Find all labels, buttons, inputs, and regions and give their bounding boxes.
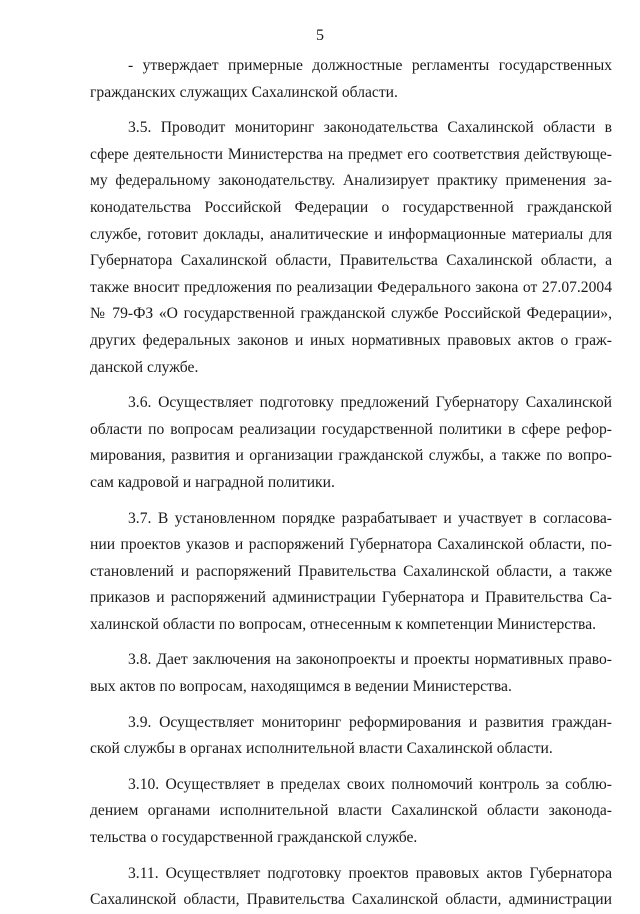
document-body [90,53,612,914]
text-line: - утверждает примерные должностные регламенты государственных [128,57,612,74]
paragraph-3-11 [90,861,612,914]
text-line: приказов и распоряжений администрации Губернатора и Правительства Са- [90,589,612,607]
text-line: 3.7. В установленном порядке разрабатывает и участвует в согласова- [128,509,612,527]
paragraph-3-7 [90,506,612,639]
text-line: нии проектов указов и распоряжений Губернатора Сахалинской области, по- [90,536,612,554]
paragraph-3-8 [90,647,612,700]
paragraph-3-9 [90,710,612,763]
text-line: Сахалинской области, Правительства Сахалинской области, администрации [90,891,612,909]
text-line: также вносит предложения по реализации Федерального закона от 27.07.2004 [90,278,612,296]
text-line: халинской области по вопросам, отнесенным к компетенции Министерства. [90,615,597,633]
text-line: Губернатора Сахалинской области, Правительства Сахалинской области, а [90,252,612,270]
text-line: 3.11. Осуществляет подготовку проектов правовых актов Губернатора [128,864,612,882]
paragraph-1 [90,53,612,106]
text-line: № 79-ФЗ «О государственной гражданской службе Российской Федерации», [90,305,612,323]
text-line: 3.5. Проводит мониторинг законодательства Сахалинской области в [128,119,612,137]
text-line: становлений и распоряжений Правительства Сахалинской области, а также [90,562,612,580]
paragraph-3-5 [90,115,612,381]
text-line: сам кадровой и наградной политики. [90,473,335,491]
text-line: данской службе. [90,358,199,376]
text-line: му федеральному законодательству. Анализирует практику применения за- [90,172,612,190]
text-line: 3.10. Осуществляет в пределах своих полномочий контроль за соблю- [128,775,612,793]
text-line: 3.9. Осуществляет мониторинг реформирования и развития граждан- [128,713,612,731]
paragraph-3-10 [90,772,612,852]
text-line: мирования, развития и организации гражданской службы, а также по вопро- [90,447,612,465]
text-line: дением органами исполнительной власти Сахалинской области законода- [90,802,612,820]
text-line: 3.8. Дает заключения на законопроекты и проекты нормативных право- [128,651,612,669]
text-line: ской службы в органах исполнительной власти Сахалинской области. [90,740,553,758]
paragraph-3-6 [90,390,612,496]
text-line: других федеральных законов и иных нормативных правовых актов о граж- [90,331,612,349]
text-line: тельства о государственной гражданской службе. [90,829,418,847]
text-line: сфере деятельности Министерства на предмет его соответствия действующе- [90,145,612,163]
text-line: области по вопросам реализации государственной политики в сфере рефор- [90,420,612,438]
text-line: службе, готовит доклады, аналитические и информационные материалы для [90,225,612,243]
text-line: конодательства Российской Федерации о государственной гражданской [90,198,612,216]
page-number: 5 [316,27,324,44]
text-line: вых актов по вопросам, находящимся в ведении Министерства. [90,678,512,696]
text-line: 3.6. Осуществляет подготовку предложений Губернатору Сахалинской [128,394,612,412]
text-line: гражданских служащих Сахалинской области. [90,83,398,101]
